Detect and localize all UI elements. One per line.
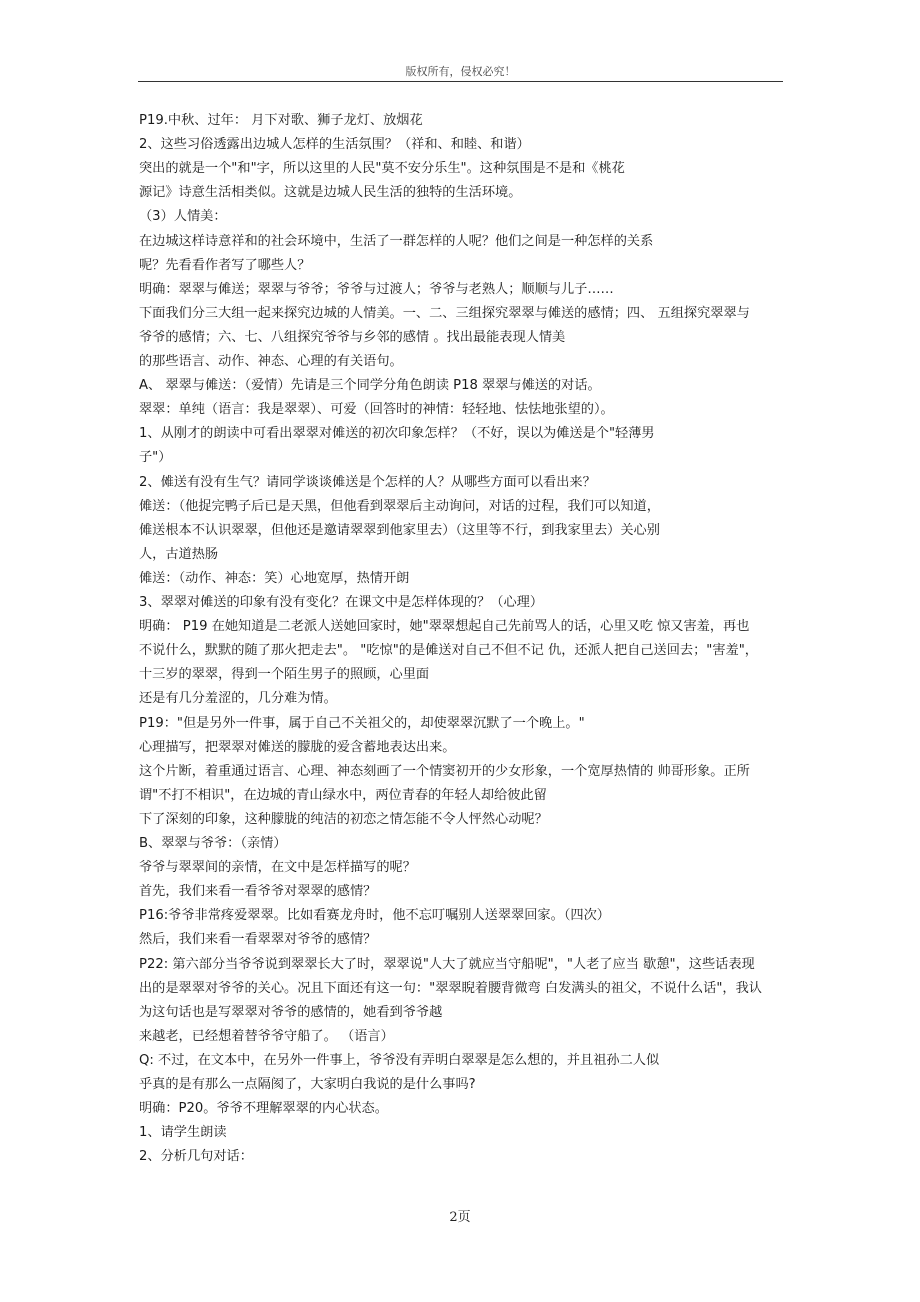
text-line: 乎真的是有那么一点隔阂了，大家明白我说的是什么事吗? (139, 1077, 476, 1092)
text-line: 下面我们分三大组一起来探究边城的人情美。一、二、三组探究翠翠与傩送的感情；四、 五组探究翠翠与 (139, 305, 750, 321)
text-line: 子"） (139, 450, 172, 466)
text-line: 翠翠：单纯（语言：我是翠翠）、可爱（回答时的神情：轻轻地、怯怯地张望的）。 (139, 402, 614, 418)
text-line: 傩送：（动作、神态：笑）心地宽厚，热情开朗 (139, 570, 410, 586)
text-line: 来越老，已经想着替爷爷守船了。 （语言） (139, 1028, 394, 1044)
text-line: 1、请学生朗读 (139, 1125, 227, 1141)
text-line: 源记》诗意生活相类似。这就是边城人民生活的独特的生活环境。 (139, 185, 522, 201)
text-line: P16:爷爷非常疼爱翠翠。比如看赛龙舟时，他不忘叮嘱别人送翠翠回家。（四次） (139, 908, 610, 924)
text-line: 的那些语言、动作、神态、心理的有关语句。 (139, 354, 403, 369)
page-header (138, 64, 783, 82)
text-line: 明确：P20。爷爷不理解翠翠的内心状态。 (139, 1101, 388, 1117)
text-line: 人，古道热肠 (139, 546, 219, 562)
text-line: 爷爷与翠翠间的亲情，在文中是怎样描写的呢？ (139, 860, 416, 876)
text-line: P19.中秋、过年： 月下对歌、狮子龙灯、放烟花 (139, 113, 423, 128)
text-line: 3、翠翠对傩送的印象有没有变化？在课文中是怎样体现的？（心理） (139, 595, 544, 610)
text-line: 2、分析几句对话： (139, 1149, 253, 1165)
text-line: 傩送根本不认识翠翠，但他还是邀请翠翠到他家里去）（这里等不行，到我家里去）关心别 (139, 522, 660, 538)
text-line: 1、从刚才的朗读中可看出翠翠对傩送的初次印象怎样？（不好，误以为傩送是个"轻薄男 (139, 426, 655, 442)
text-line: 心理描写，把翠翠对傩送的朦胧的爱含蓄地表达出来。 (139, 739, 456, 755)
text-line: 傩送：（他捉完鸭子后已是天黑，但他看到翠翠后主动询问，对话的过程，我们可以知道， (139, 498, 660, 514)
text-line: B、翠翠与爷爷：（亲情） (139, 836, 287, 851)
text-line: P22: 第六部分当爷爷说到翠翠长大了时，翠翠说"人大了就应当守船呢"，"人老了应当 歇憩"，这些话表现 (139, 956, 755, 972)
text-line: 为这句话也是写翠翠对爷爷的感情的，她看到爷爷越 (139, 1004, 443, 1020)
text-line: 下了深刻的印象，这种朦胧的纯洁的初恋之情怎能不令人怦然心动呢？ (139, 811, 548, 827)
text-line: Q: 不过，在文本中，在另外一件事上，爷爷没有弄明白翠翠是怎么想的，并且祖孙二人似 (139, 1052, 660, 1068)
text-line: 十三岁的翠翠，得到一个陌生男子的照顾，心里面 (139, 667, 430, 683)
text-line: 还是有几分羞涩的，几分难为情。 (139, 691, 337, 707)
text-line: 呢？先看看作者写了哪些人？ (139, 257, 311, 273)
text-line: 这个片断，着重通过语言、心理、神态刻画了一个情窦初开的少女形象，一个宽厚热情的 帅哥形象。正所 (139, 763, 750, 779)
text-line: 明确：翠翠与傩送；翠翠与爷爷；爷爷与过渡人；爷爷与老熟人；顺顺与儿子…… (139, 281, 614, 297)
text-line: 谓"不打不相识"，在边城的青山绿水中，两位青春的年轻人却给彼此留 (139, 787, 547, 803)
text-line: 不说什么，默默的随了那火把走去"。 "吃惊"的是傩送对自己不但不记 仇，还派人把自己送回去；"害羞"， (139, 643, 758, 659)
text-line: 然后，我们来看一看翠翠对爷爷的感情？ (139, 932, 377, 948)
header-text: 版权所有，侵权必究！ (405, 65, 516, 78)
text-line: P19："但是另外一件事，属于自己不关祖父的，却使翠翠沉默了一个晚上。" (139, 715, 585, 731)
text-line: 突出的就是一个"和"字，所以这里的人民"莫不安分乐生"。这种氛围是不是和《桃花 (139, 161, 625, 177)
page-number: 2页 (449, 1210, 471, 1225)
text-line: 爷爷的感情；六、七、八组探究爷爷与乡邻的感情 。找出最能表现人情美 (139, 329, 566, 345)
text-line: 明确： P19 在她知道是二老派人送她回家时，她"翠翠想起自己先前骂人的话，心里又吃 惊又害羞，再也 (139, 619, 750, 635)
text-line: 出的是翠翠对爷爷的关心。况且下面还有这一句："翠翠睨着腰背微弯 白发满头的祖父，不说什么话"，我认 (139, 980, 762, 996)
text-line: 2、傩送有没有生气？请同学谈谈傩送是个怎样的人？从哪些方面可以看出来？ (139, 474, 596, 490)
text-line: 首先，我们来看一看爷爷对翠翠的感情？ (139, 884, 377, 900)
text-line: 2、这些习俗透露出边城人怎样的生活氛围？（祥和、和睦、和谐） (139, 137, 530, 153)
text-line: 在边城这样诗意祥和的社会环境中，生活了一群怎样的人呢？他们之间是一种怎样的关系 (139, 233, 654, 249)
text-line: （3）人情美： (139, 209, 227, 225)
text-line: A、 翠翠与傩送：（爱情）先请是三个同学分角色朗读 P18 翠翠与傩送的对话。 (139, 378, 601, 394)
